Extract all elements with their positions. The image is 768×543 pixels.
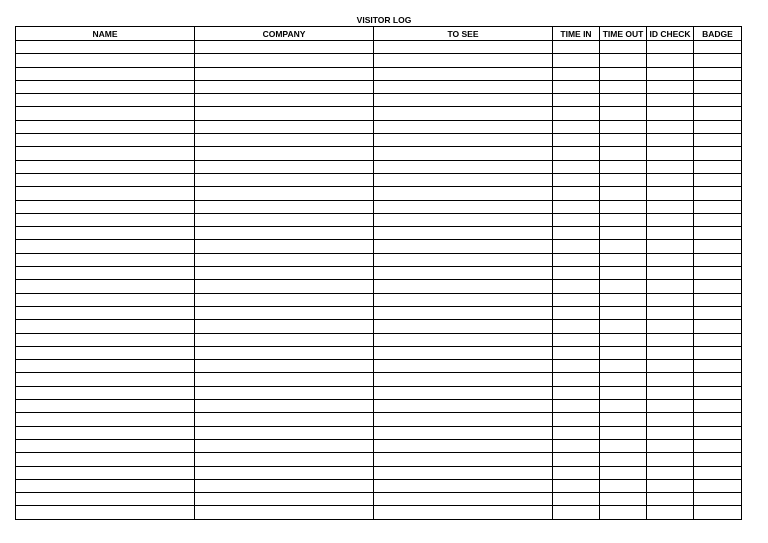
cell-badge: [694, 493, 742, 506]
cell-name: [16, 373, 195, 386]
cell-id-check: [647, 94, 694, 107]
cell-to-see: [374, 267, 553, 280]
cell-to-see: [374, 479, 553, 492]
table-row: [16, 54, 742, 67]
cell-time-in: [553, 413, 600, 426]
cell-id-check: [647, 107, 694, 120]
cell-to-see: [374, 360, 553, 373]
table-row: [16, 346, 742, 359]
cell-id-check: [647, 134, 694, 147]
cell-time-in: [553, 439, 600, 452]
cell-id-check: [647, 200, 694, 213]
cell-badge: [694, 426, 742, 439]
table-row: [16, 360, 742, 373]
cell-name: [16, 426, 195, 439]
page-title: VISITOR LOG: [356, 15, 412, 25]
column-header-name: NAME: [16, 27, 195, 41]
cell-time-out: [600, 41, 647, 54]
cell-time-out: [600, 107, 647, 120]
table-row: [16, 107, 742, 120]
cell-id-check: [647, 306, 694, 319]
table-row: [16, 413, 742, 426]
cell-time-out: [600, 333, 647, 346]
cell-badge: [694, 479, 742, 492]
visitor-log-table: [15, 26, 742, 520]
cell-id-check: [647, 213, 694, 226]
cell-time-out: [600, 280, 647, 293]
cell-badge: [694, 187, 742, 200]
cell-company: [195, 173, 374, 186]
cell-company: [195, 320, 374, 333]
table-row: [16, 493, 742, 506]
cell-name: [16, 173, 195, 186]
cell-to-see: [374, 200, 553, 213]
cell-time-out: [600, 240, 647, 253]
cell-time-in: [553, 187, 600, 200]
cell-time-in: [553, 293, 600, 306]
cell-time-in: [553, 67, 600, 80]
cell-company: [195, 413, 374, 426]
cell-id-check: [647, 280, 694, 293]
cell-to-see: [374, 67, 553, 80]
cell-name: [16, 360, 195, 373]
cell-id-check: [647, 267, 694, 280]
cell-time-out: [600, 493, 647, 506]
cell-id-check: [647, 293, 694, 306]
cell-to-see: [374, 413, 553, 426]
cell-company: [195, 280, 374, 293]
cell-to-see: [374, 107, 553, 120]
cell-name: [16, 160, 195, 173]
cell-company: [195, 240, 374, 253]
cell-time-in: [553, 240, 600, 253]
table-row: [16, 386, 742, 399]
cell-time-out: [600, 134, 647, 147]
cell-badge: [694, 80, 742, 93]
cell-time-in: [553, 253, 600, 266]
cell-time-in: [553, 80, 600, 93]
cell-to-see: [374, 253, 553, 266]
cell-to-see: [374, 134, 553, 147]
cell-time-out: [600, 400, 647, 413]
cell-badge: [694, 506, 742, 519]
cell-id-check: [647, 373, 694, 386]
cell-time-out: [600, 200, 647, 213]
cell-to-see: [374, 439, 553, 452]
cell-badge: [694, 54, 742, 67]
cell-company: [195, 346, 374, 359]
table-row: [16, 240, 742, 253]
table-row: [16, 267, 742, 280]
cell-id-check: [647, 120, 694, 133]
cell-name: [16, 94, 195, 107]
cell-id-check: [647, 493, 694, 506]
cell-name: [16, 506, 195, 519]
cell-name: [16, 187, 195, 200]
cell-id-check: [647, 506, 694, 519]
cell-company: [195, 333, 374, 346]
cell-id-check: [647, 240, 694, 253]
cell-badge: [694, 373, 742, 386]
table-row: [16, 160, 742, 173]
table-row: [16, 227, 742, 240]
header-row: [16, 27, 742, 41]
cell-badge: [694, 147, 742, 160]
cell-to-see: [374, 466, 553, 479]
table-row: [16, 41, 742, 54]
cell-name: [16, 413, 195, 426]
cell-to-see: [374, 346, 553, 359]
cell-time-out: [600, 54, 647, 67]
cell-time-in: [553, 227, 600, 240]
cell-time-out: [600, 94, 647, 107]
table-row: [16, 373, 742, 386]
cell-id-check: [647, 320, 694, 333]
cell-name: [16, 479, 195, 492]
cell-name: [16, 147, 195, 160]
table-row: [16, 94, 742, 107]
cell-name: [16, 267, 195, 280]
cell-time-out: [600, 160, 647, 173]
cell-badge: [694, 293, 742, 306]
cell-company: [195, 267, 374, 280]
cell-time-out: [600, 453, 647, 466]
table-row: [16, 253, 742, 266]
table-row: [16, 453, 742, 466]
cell-badge: [694, 213, 742, 226]
cell-time-in: [553, 107, 600, 120]
cell-time-in: [553, 134, 600, 147]
cell-name: [16, 333, 195, 346]
cell-time-out: [600, 426, 647, 439]
cell-time-out: [600, 173, 647, 186]
cell-name: [16, 41, 195, 54]
cell-name: [16, 320, 195, 333]
cell-company: [195, 134, 374, 147]
cell-time-in: [553, 213, 600, 226]
cell-company: [195, 160, 374, 173]
cell-id-check: [647, 400, 694, 413]
table-row: [16, 147, 742, 160]
cell-company: [195, 187, 374, 200]
cell-id-check: [647, 466, 694, 479]
cell-to-see: [374, 333, 553, 346]
cell-id-check: [647, 41, 694, 54]
cell-badge: [694, 94, 742, 107]
table-row: [16, 200, 742, 213]
cell-time-out: [600, 253, 647, 266]
cell-time-in: [553, 120, 600, 133]
cell-name: [16, 67, 195, 80]
cell-to-see: [374, 240, 553, 253]
cell-name: [16, 386, 195, 399]
table-row: [16, 134, 742, 147]
cell-id-check: [647, 54, 694, 67]
cell-to-see: [374, 173, 553, 186]
cell-to-see: [374, 280, 553, 293]
cell-to-see: [374, 160, 553, 173]
cell-time-out: [600, 267, 647, 280]
cell-to-see: [374, 426, 553, 439]
cell-time-in: [553, 267, 600, 280]
table-row: [16, 173, 742, 186]
cell-to-see: [374, 147, 553, 160]
cell-company: [195, 439, 374, 452]
cell-time-in: [553, 280, 600, 293]
cell-time-out: [600, 479, 647, 492]
cell-badge: [694, 227, 742, 240]
cell-time-in: [553, 200, 600, 213]
cell-id-check: [647, 187, 694, 200]
cell-time-out: [600, 67, 647, 80]
cell-name: [16, 466, 195, 479]
cell-time-in: [553, 360, 600, 373]
cell-to-see: [374, 400, 553, 413]
cell-company: [195, 80, 374, 93]
cell-to-see: [374, 320, 553, 333]
table-row: [16, 187, 742, 200]
cell-company: [195, 107, 374, 120]
cell-name: [16, 439, 195, 452]
cell-to-see: [374, 120, 553, 133]
cell-badge: [694, 107, 742, 120]
table-row: [16, 333, 742, 346]
cell-name: [16, 54, 195, 67]
table-row: [16, 293, 742, 306]
cell-company: [195, 213, 374, 226]
cell-id-check: [647, 426, 694, 439]
cell-to-see: [374, 373, 553, 386]
cell-id-check: [647, 160, 694, 173]
table-row: [16, 306, 742, 319]
cell-time-in: [553, 386, 600, 399]
cell-badge: [694, 466, 742, 479]
cell-badge: [694, 400, 742, 413]
cell-to-see: [374, 493, 553, 506]
table-row: [16, 426, 742, 439]
cell-time-out: [600, 346, 647, 359]
cell-badge: [694, 134, 742, 147]
table-row: [16, 320, 742, 333]
column-header-badge: BADGE: [694, 27, 742, 41]
cell-badge: [694, 253, 742, 266]
cell-time-out: [600, 187, 647, 200]
cell-time-in: [553, 373, 600, 386]
cell-name: [16, 120, 195, 133]
cell-id-check: [647, 173, 694, 186]
cell-id-check: [647, 360, 694, 373]
cell-badge: [694, 453, 742, 466]
cell-to-see: [374, 187, 553, 200]
cell-time-out: [600, 293, 647, 306]
cell-name: [16, 253, 195, 266]
cell-time-out: [600, 439, 647, 452]
cell-name: [16, 107, 195, 120]
cell-time-in: [553, 493, 600, 506]
cell-company: [195, 293, 374, 306]
cell-to-see: [374, 506, 553, 519]
cell-time-in: [553, 506, 600, 519]
cell-name: [16, 453, 195, 466]
table-row: [16, 400, 742, 413]
cell-badge: [694, 200, 742, 213]
cell-company: [195, 386, 374, 399]
cell-badge: [694, 120, 742, 133]
cell-time-in: [553, 453, 600, 466]
cell-time-out: [600, 413, 647, 426]
cell-time-out: [600, 506, 647, 519]
cell-id-check: [647, 439, 694, 452]
cell-to-see: [374, 213, 553, 226]
cell-time-out: [600, 466, 647, 479]
cell-time-in: [553, 306, 600, 319]
table-row: [16, 439, 742, 452]
cell-time-out: [600, 320, 647, 333]
table-row: [16, 213, 742, 226]
column-header-to-see: TO SEE: [374, 27, 553, 41]
cell-company: [195, 67, 374, 80]
cell-to-see: [374, 54, 553, 67]
cell-badge: [694, 67, 742, 80]
cell-name: [16, 227, 195, 240]
cell-time-in: [553, 173, 600, 186]
table-row: [16, 67, 742, 80]
cell-company: [195, 41, 374, 54]
cell-badge: [694, 320, 742, 333]
table-row: [16, 120, 742, 133]
cell-time-in: [553, 333, 600, 346]
cell-name: [16, 306, 195, 319]
cell-company: [195, 253, 374, 266]
cell-company: [195, 373, 374, 386]
cell-name: [16, 240, 195, 253]
cell-name: [16, 400, 195, 413]
cell-time-out: [600, 386, 647, 399]
cell-time-out: [600, 213, 647, 226]
cell-company: [195, 426, 374, 439]
cell-badge: [694, 41, 742, 54]
column-header-time-in: TIME IN: [553, 27, 600, 41]
cell-time-in: [553, 54, 600, 67]
cell-company: [195, 506, 374, 519]
cell-id-check: [647, 453, 694, 466]
cell-to-see: [374, 453, 553, 466]
cell-to-see: [374, 227, 553, 240]
cell-id-check: [647, 346, 694, 359]
cell-to-see: [374, 41, 553, 54]
cell-time-in: [553, 466, 600, 479]
table-row: [16, 466, 742, 479]
cell-id-check: [647, 413, 694, 426]
cell-badge: [694, 360, 742, 373]
cell-to-see: [374, 386, 553, 399]
cell-time-in: [553, 147, 600, 160]
cell-id-check: [647, 147, 694, 160]
cell-badge: [694, 306, 742, 319]
cell-badge: [694, 413, 742, 426]
cell-time-out: [600, 120, 647, 133]
cell-name: [16, 213, 195, 226]
cell-company: [195, 94, 374, 107]
cell-id-check: [647, 80, 694, 93]
cell-badge: [694, 346, 742, 359]
cell-badge: [694, 160, 742, 173]
cell-company: [195, 200, 374, 213]
cell-time-out: [600, 147, 647, 160]
cell-name: [16, 293, 195, 306]
cell-company: [195, 360, 374, 373]
table-row: [16, 80, 742, 93]
table-row: [16, 479, 742, 492]
cell-time-in: [553, 426, 600, 439]
cell-badge: [694, 333, 742, 346]
cell-company: [195, 306, 374, 319]
table-row: [16, 506, 742, 519]
cell-id-check: [647, 227, 694, 240]
cell-name: [16, 346, 195, 359]
cell-to-see: [374, 80, 553, 93]
cell-company: [195, 493, 374, 506]
cell-time-in: [553, 400, 600, 413]
cell-company: [195, 54, 374, 67]
cell-name: [16, 280, 195, 293]
cell-name: [16, 134, 195, 147]
cell-badge: [694, 439, 742, 452]
cell-badge: [694, 173, 742, 186]
cell-time-in: [553, 479, 600, 492]
cell-badge: [694, 280, 742, 293]
cell-id-check: [647, 333, 694, 346]
table-body: [16, 41, 742, 520]
cell-company: [195, 466, 374, 479]
column-header-id-check: ID CHECK: [647, 27, 694, 41]
cell-badge: [694, 240, 742, 253]
cell-name: [16, 493, 195, 506]
cell-badge: [694, 267, 742, 280]
column-header-company: COMPANY: [195, 27, 374, 41]
cell-company: [195, 400, 374, 413]
cell-time-in: [553, 94, 600, 107]
cell-to-see: [374, 293, 553, 306]
cell-company: [195, 453, 374, 466]
cell-to-see: [374, 306, 553, 319]
cell-time-in: [553, 41, 600, 54]
cell-id-check: [647, 479, 694, 492]
cell-id-check: [647, 386, 694, 399]
cell-badge: [694, 386, 742, 399]
cell-time-out: [600, 360, 647, 373]
cell-company: [195, 479, 374, 492]
cell-name: [16, 80, 195, 93]
cell-to-see: [374, 94, 553, 107]
cell-time-out: [600, 80, 647, 93]
cell-time-in: [553, 320, 600, 333]
cell-company: [195, 147, 374, 160]
cell-time-out: [600, 373, 647, 386]
cell-time-in: [553, 160, 600, 173]
cell-time-in: [553, 346, 600, 359]
table-row: [16, 280, 742, 293]
column-header-time-out: TIME OUT: [600, 27, 647, 41]
cell-id-check: [647, 67, 694, 80]
cell-time-out: [600, 306, 647, 319]
cell-name: [16, 200, 195, 213]
cell-company: [195, 120, 374, 133]
cell-time-out: [600, 227, 647, 240]
cell-company: [195, 227, 374, 240]
cell-id-check: [647, 253, 694, 266]
